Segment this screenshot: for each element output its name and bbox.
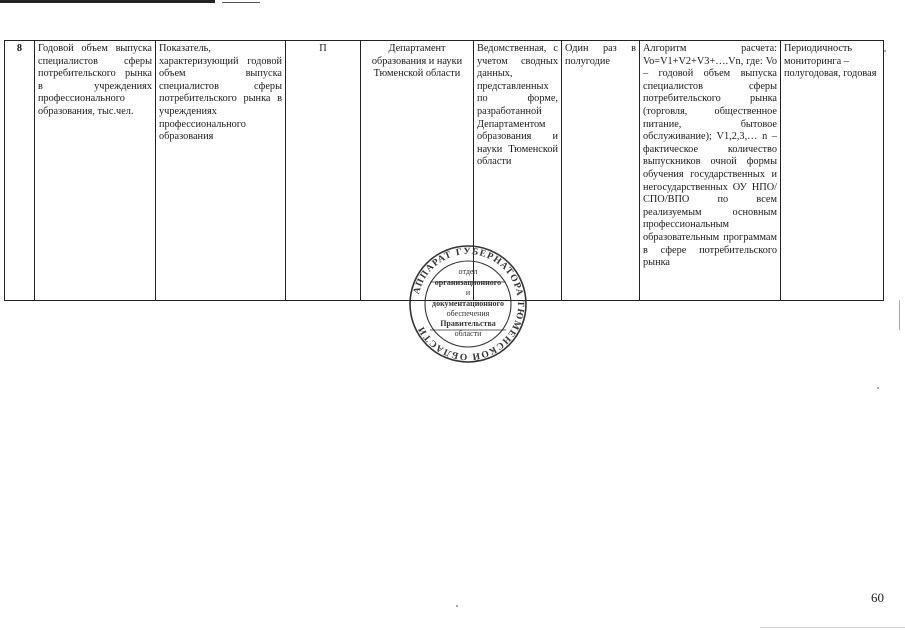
stamp-line: документационного — [432, 299, 504, 308]
stamp-line: организационного — [434, 278, 502, 287]
indicator-name: Годовой объем выпуска специалистов сферы потребительского рынка в учреждениях профессионального образования, тыс.чел. — [35, 41, 156, 301]
calculation-algorithm: Алгоритм расчета: Vo=V1+V2+V3+….Vn, где: Vo – годовой объем выпуска специалистов сферы потребительского рынка (торговля, общественное питание, бытовое обслуживание); V1,2,3,… n – фактическое количество выпускников очной формы обучения государственных и негосударственных ОУ НПО/СПО/ВПО по всем реализуемым основным профессиональным образовательным программам в сфере потребительского рынка — [640, 41, 781, 301]
scan-edge-line — [760, 627, 905, 628]
official-stamp — [404, 244, 532, 364]
indicator-description: Показатель, характеризующий годовой объем выпуска специалистов сферы потребительского рынка в учреждениях профессионального образования — [156, 41, 286, 301]
scan-speck — [884, 50, 886, 52]
scan-speck — [456, 605, 458, 607]
data-source: Ведомственная, с учетом сводных данных, представленных по форме, разработанной Департаментом образования и науки Тюменской области — [474, 41, 562, 301]
responsible-body: Департамент образования и науки Тюменской области — [361, 41, 474, 301]
indicator-type: П — [286, 41, 361, 301]
stamp-line: отдел — [458, 267, 478, 276]
stamp-line: Правительства — [440, 319, 496, 328]
stamp-line: области — [454, 329, 482, 338]
stamp-ring-text: АППАРАТ ГУБЕРНАТОРА ТЮМЕНСКОЙ ОБЛАСТИ — [411, 246, 526, 362]
row-number: 8 — [5, 41, 35, 301]
collection-frequency: Один раз в полугодие — [562, 41, 640, 301]
monitoring-period: Периодичность мониторинга – полугодовая, годовая — [781, 41, 884, 301]
top-edge-line — [222, 2, 260, 3]
stamp-line: обеспечения — [446, 309, 490, 318]
top-edge-line — [0, 0, 215, 3]
scan-speck — [877, 387, 879, 389]
scan-edge-mark — [899, 300, 903, 330]
page-number: 60 — [871, 590, 884, 605]
stamp-line: и — [465, 288, 471, 297]
